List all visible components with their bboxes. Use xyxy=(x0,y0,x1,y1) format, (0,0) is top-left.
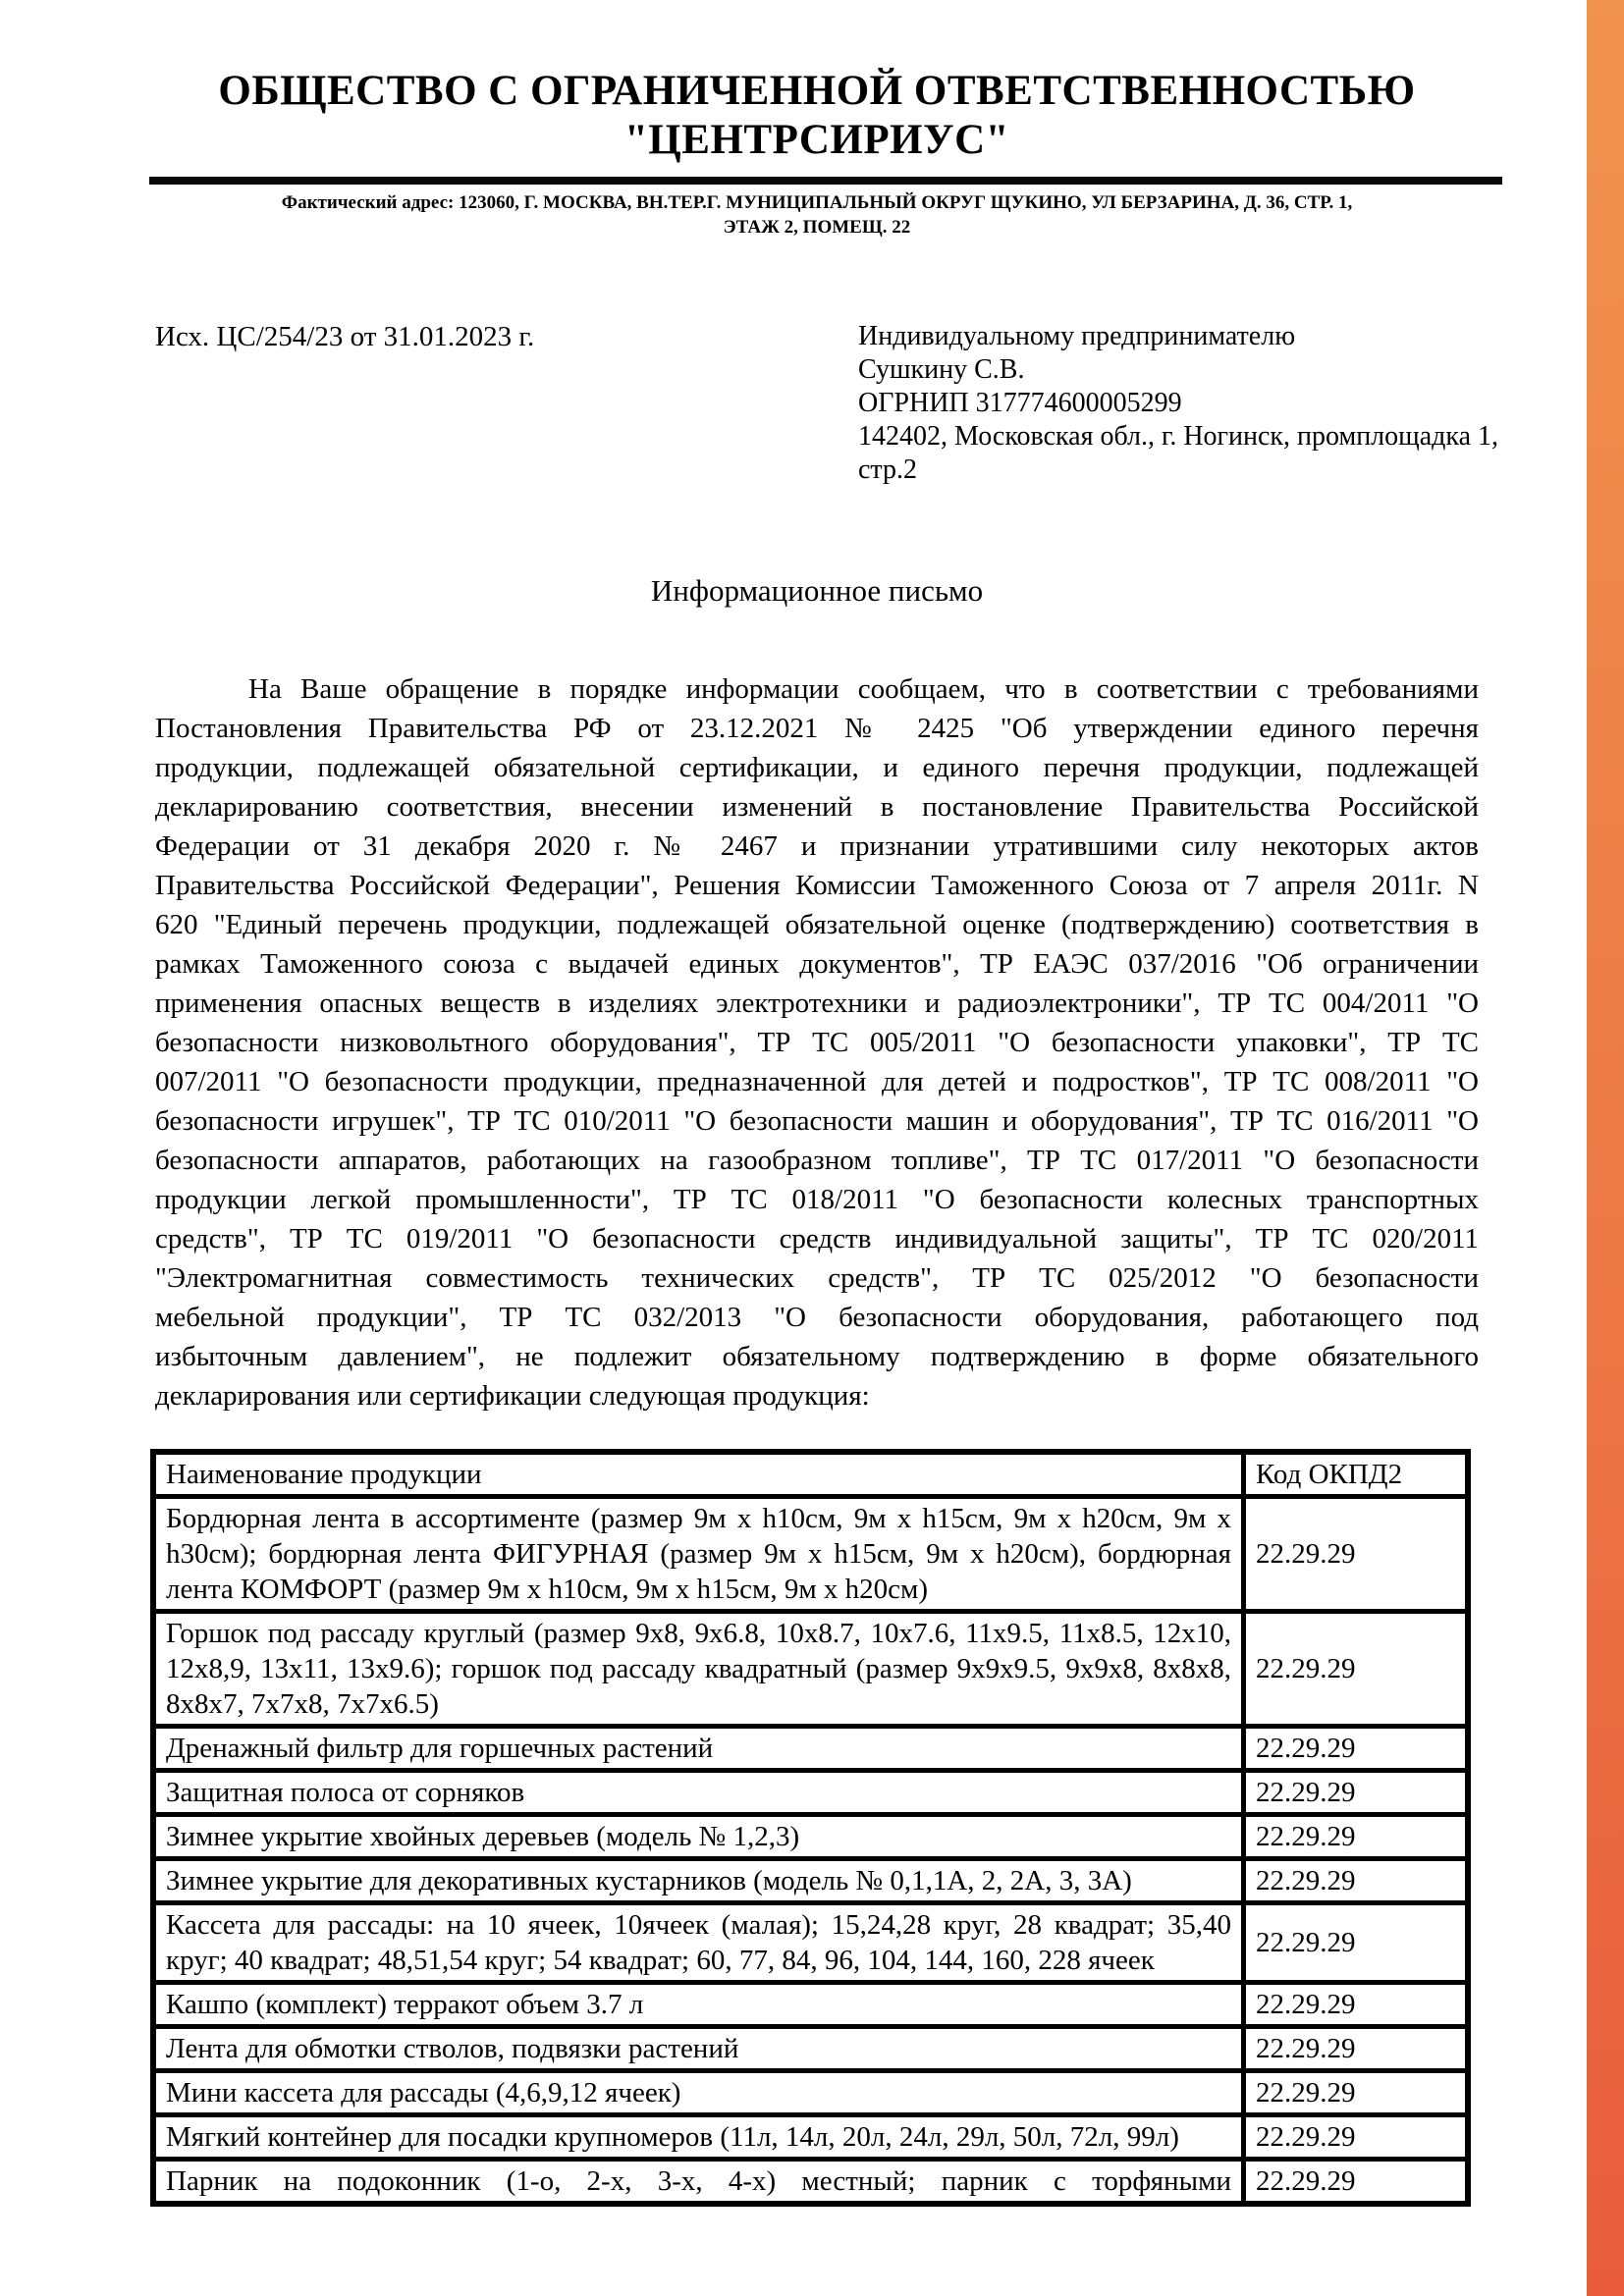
okpd2-code-cell: 22.29.29 xyxy=(1244,1982,1469,2026)
accent-side-bar xyxy=(1587,0,1624,2296)
body-text-line: Постановления Правительства РФ от 23.12.2021 № 2425 "Об утверждении единого перечня xyxy=(155,712,1479,744)
body-text-line: продукции, подлежащей обязательной сертификации, и единого перечня продукции, подлежащей xyxy=(155,751,1479,783)
company-address-line2: ЭТАЖ 2, ПОМЕЩ. 22 xyxy=(723,216,911,238)
product-name-cell: Бордюрная лента в ассортименте (размер 9м х h10см, 9м х h15см, 9м х h20см, 9м х h30см); бордюрная лента ФИГУРНАЯ (размер 9м х h15см, 9м х h20см), бордюрная лента КОМФОРТ (размер 9м х h10см, 9м х h15см, 9м х h20см) xyxy=(153,1496,1244,1611)
company-address xyxy=(155,190,1479,240)
company-name-line1: ОБЩЕСТВО С ОГРАНИЧЕННОЙ ОТВЕТСТВЕННОСТЬЮ xyxy=(218,68,1416,114)
table-row xyxy=(153,1770,1468,1814)
okpd2-code-cell: 22.29.29 xyxy=(1244,1858,1469,1902)
body-text-line: 007/2011 "О безопасности продукции, предназначенной для детей и подростков", ТР ТС 008/2011 "О xyxy=(155,1065,1479,1097)
product-name-cell: Парник на подоконник (1-о, 2-х, 3-х, 4-х) местный; парник с торфяными xyxy=(153,2159,1244,2204)
outgoing-reference: Исх. ЦС/254/23 от 31.01.2023 г. xyxy=(155,320,535,352)
recipient-line: стр.2 xyxy=(858,454,918,485)
recipient-block xyxy=(858,320,1498,487)
header-divider-rule xyxy=(149,177,1502,185)
letter-body xyxy=(155,669,1479,1415)
okpd2-code-cell: 22.29.29 xyxy=(1244,2070,1469,2114)
table-row xyxy=(153,1982,1468,2026)
okpd2-code-cell: 22.29.29 xyxy=(1244,2159,1469,2204)
body-text-line: безопасности низковольтного оборудования", ТР ТС 005/2011 "О безопасности упаковки", ТР ТС xyxy=(155,1026,1479,1058)
body-text-line: рамках Таможенного союза с выдачей единых документов", ТР ЕАЭС 037/2016 "Об ограничении xyxy=(155,947,1479,980)
product-name-cell: Горшок под рассаду круглый (размер 9х8, 9х6.8, 10х8.7, 10х7.6, 11х9.5, 11х8.5, 12х10, 12х8,9, 13х11, 13х9.6); горшок под рассаду квадратный (размер 9х9х9.5, 9х9х8, 8х8х8, 8х8х7, 7х7х8, 7х7х6.5) xyxy=(153,1611,1244,1726)
table-row xyxy=(153,1902,1468,1982)
table-row xyxy=(153,1726,1468,1770)
body-text-line: мебельной продукции", ТР ТС 032/2013 "О безопасности оборудования, работающего под xyxy=(155,1301,1479,1333)
table-row xyxy=(153,1611,1468,1726)
body-text-line: 620 "Единый перечень продукции, подлежащей обязательной оценке (подтверждению) соответствия в xyxy=(155,908,1479,940)
letter-title: Информационное письмо xyxy=(650,572,984,608)
body-text-line: безопасности аппаратов, работающих на газообразном топливе", ТР ТС 017/2011 "О безопасности xyxy=(155,1144,1479,1176)
body-text-line: применения опасных веществ в изделиях электротехники и радиоэлектроники", ТР ТС 004/2011 "О xyxy=(155,987,1479,1019)
table-header-product-name: Наименование продукции xyxy=(153,1452,1244,1497)
okpd2-code-cell: 22.29.29 xyxy=(1244,1770,1469,1814)
body-text-line: Федерации от 31 декабря 2020 г. № 2467 и признании утратившими силу некоторых актов xyxy=(155,829,1479,862)
okpd2-code-cell: 22.29.29 xyxy=(1244,1496,1469,1611)
product-name-cell: Кашпо (комплект) терракот объем 3.7 л xyxy=(153,1982,1244,2026)
body-text-line: безопасности игрушек", ТР ТС 010/2011 "О безопасности машин и оборудования", ТР ТС 016/2011 "О xyxy=(155,1104,1479,1137)
table-row xyxy=(153,2026,1468,2070)
company-name xyxy=(155,0,1479,165)
letter-content xyxy=(155,0,1498,2207)
products-table xyxy=(150,1449,1471,2207)
body-text-line: продукции легкой промышленности", ТР ТС 018/2011 "О безопасности колесных транспортных xyxy=(155,1183,1479,1215)
company-name-line2: "ЦЕНТРСИРИУС" xyxy=(623,116,1010,163)
okpd2-code-cell: 22.29.29 xyxy=(1244,1902,1469,1982)
product-name-cell: Дренажный фильтр для горшечных растений xyxy=(153,1726,1244,1770)
recipient-line: 142402, Московская обл., г. Ногинск, промплощадка 1, xyxy=(858,420,1498,452)
product-name-cell: Зимнее укрытие хвойных деревьев (модель № 1,2,3) xyxy=(153,1814,1244,1858)
table-row xyxy=(153,1814,1468,1858)
table-row xyxy=(153,1496,1468,1611)
recipient-line: Сушкину С.В. xyxy=(858,353,1025,385)
table-header-row xyxy=(153,1452,1468,1497)
product-name-cell: Лента для обмотки стволов, подвязки растений xyxy=(153,2026,1244,2070)
reference-recipient-row xyxy=(155,320,1498,487)
table-row xyxy=(153,2070,1468,2114)
product-name-cell: Кассета для рассады: на 10 ячеек, 10ячеек (малая); 15,24,28 круг, 28 квадрат; 35,40 круг; 40 квадрат; 48,51,54 круг; 54 квадрат; 60, 77, 84, 96, 104, 144, 160, 228 ячеек xyxy=(153,1902,1244,1982)
product-name-cell: Мягкий контейнер для посадки крупномеров (11л, 14л, 20л, 24л, 29л, 50л, 72л, 99л) xyxy=(153,2114,1244,2159)
recipient-line: Индивидуальному предпринимателю xyxy=(858,320,1296,351)
company-address-line1: Фактический адрес: 123060, Г. МОСКВА, ВН.ТЕР.Г. МУНИЦИПАЛЬНЫЙ ОКРУГ ЩУКИНО, УЛ БЕРЗАРИНА, Д. 36, СТР. 1, xyxy=(281,191,1353,213)
product-name-cell: Зимнее укрытие для декоративных кустарников (модель № 0,1,1А, 2, 2А, 3, 3А) xyxy=(153,1858,1244,1902)
body-text-line: декларированию соответствия, внесении изменений в постановление Правительства Российской xyxy=(155,790,1479,823)
body-text-line: Правительства Российской Федерации", Решения Комиссии Таможенного Союза от 7 апреля 2011г. N xyxy=(155,869,1479,901)
okpd2-code-cell: 22.29.29 xyxy=(1244,1814,1469,1858)
table-row xyxy=(153,2159,1468,2204)
table-header-okpd2-code: Код ОКПД2 xyxy=(1244,1452,1469,1497)
okpd2-code-cell: 22.29.29 xyxy=(1244,2114,1469,2159)
body-text-line: средств", ТР ТС 019/2011 "О безопасности средств индивидуальной защиты", ТР ТС 020/2011 xyxy=(155,1222,1479,1255)
table-row xyxy=(153,2114,1468,2159)
table-row xyxy=(153,1858,1468,1902)
product-name-cell: Защитная полоса от сорняков xyxy=(153,1770,1244,1814)
body-text-line: избыточным давлением", не подлежит обязательному подтверждению в форме обязательного xyxy=(155,1340,1479,1372)
okpd2-code-cell: 22.29.29 xyxy=(1244,1611,1469,1726)
product-name-cell: Мини кассета для рассады (4,6,9,12 ячеек) xyxy=(153,2070,1244,2114)
body-text-line: На Ваше обращение в порядке информации сообщаем, что в соответствии с требованиями xyxy=(248,672,1479,705)
recipient-line: ОГРНИП 317774600005299 xyxy=(858,387,1182,418)
body-text-line: декларирования или сертификации следующая продукция: xyxy=(155,1379,870,1412)
okpd2-code-cell: 22.29.29 xyxy=(1244,2026,1469,2070)
body-text-line: "Электромагнитная совместимость технических средств", ТР ТС 025/2012 "О безопасности xyxy=(155,1261,1479,1294)
okpd2-code-cell: 22.29.29 xyxy=(1244,1726,1469,1770)
